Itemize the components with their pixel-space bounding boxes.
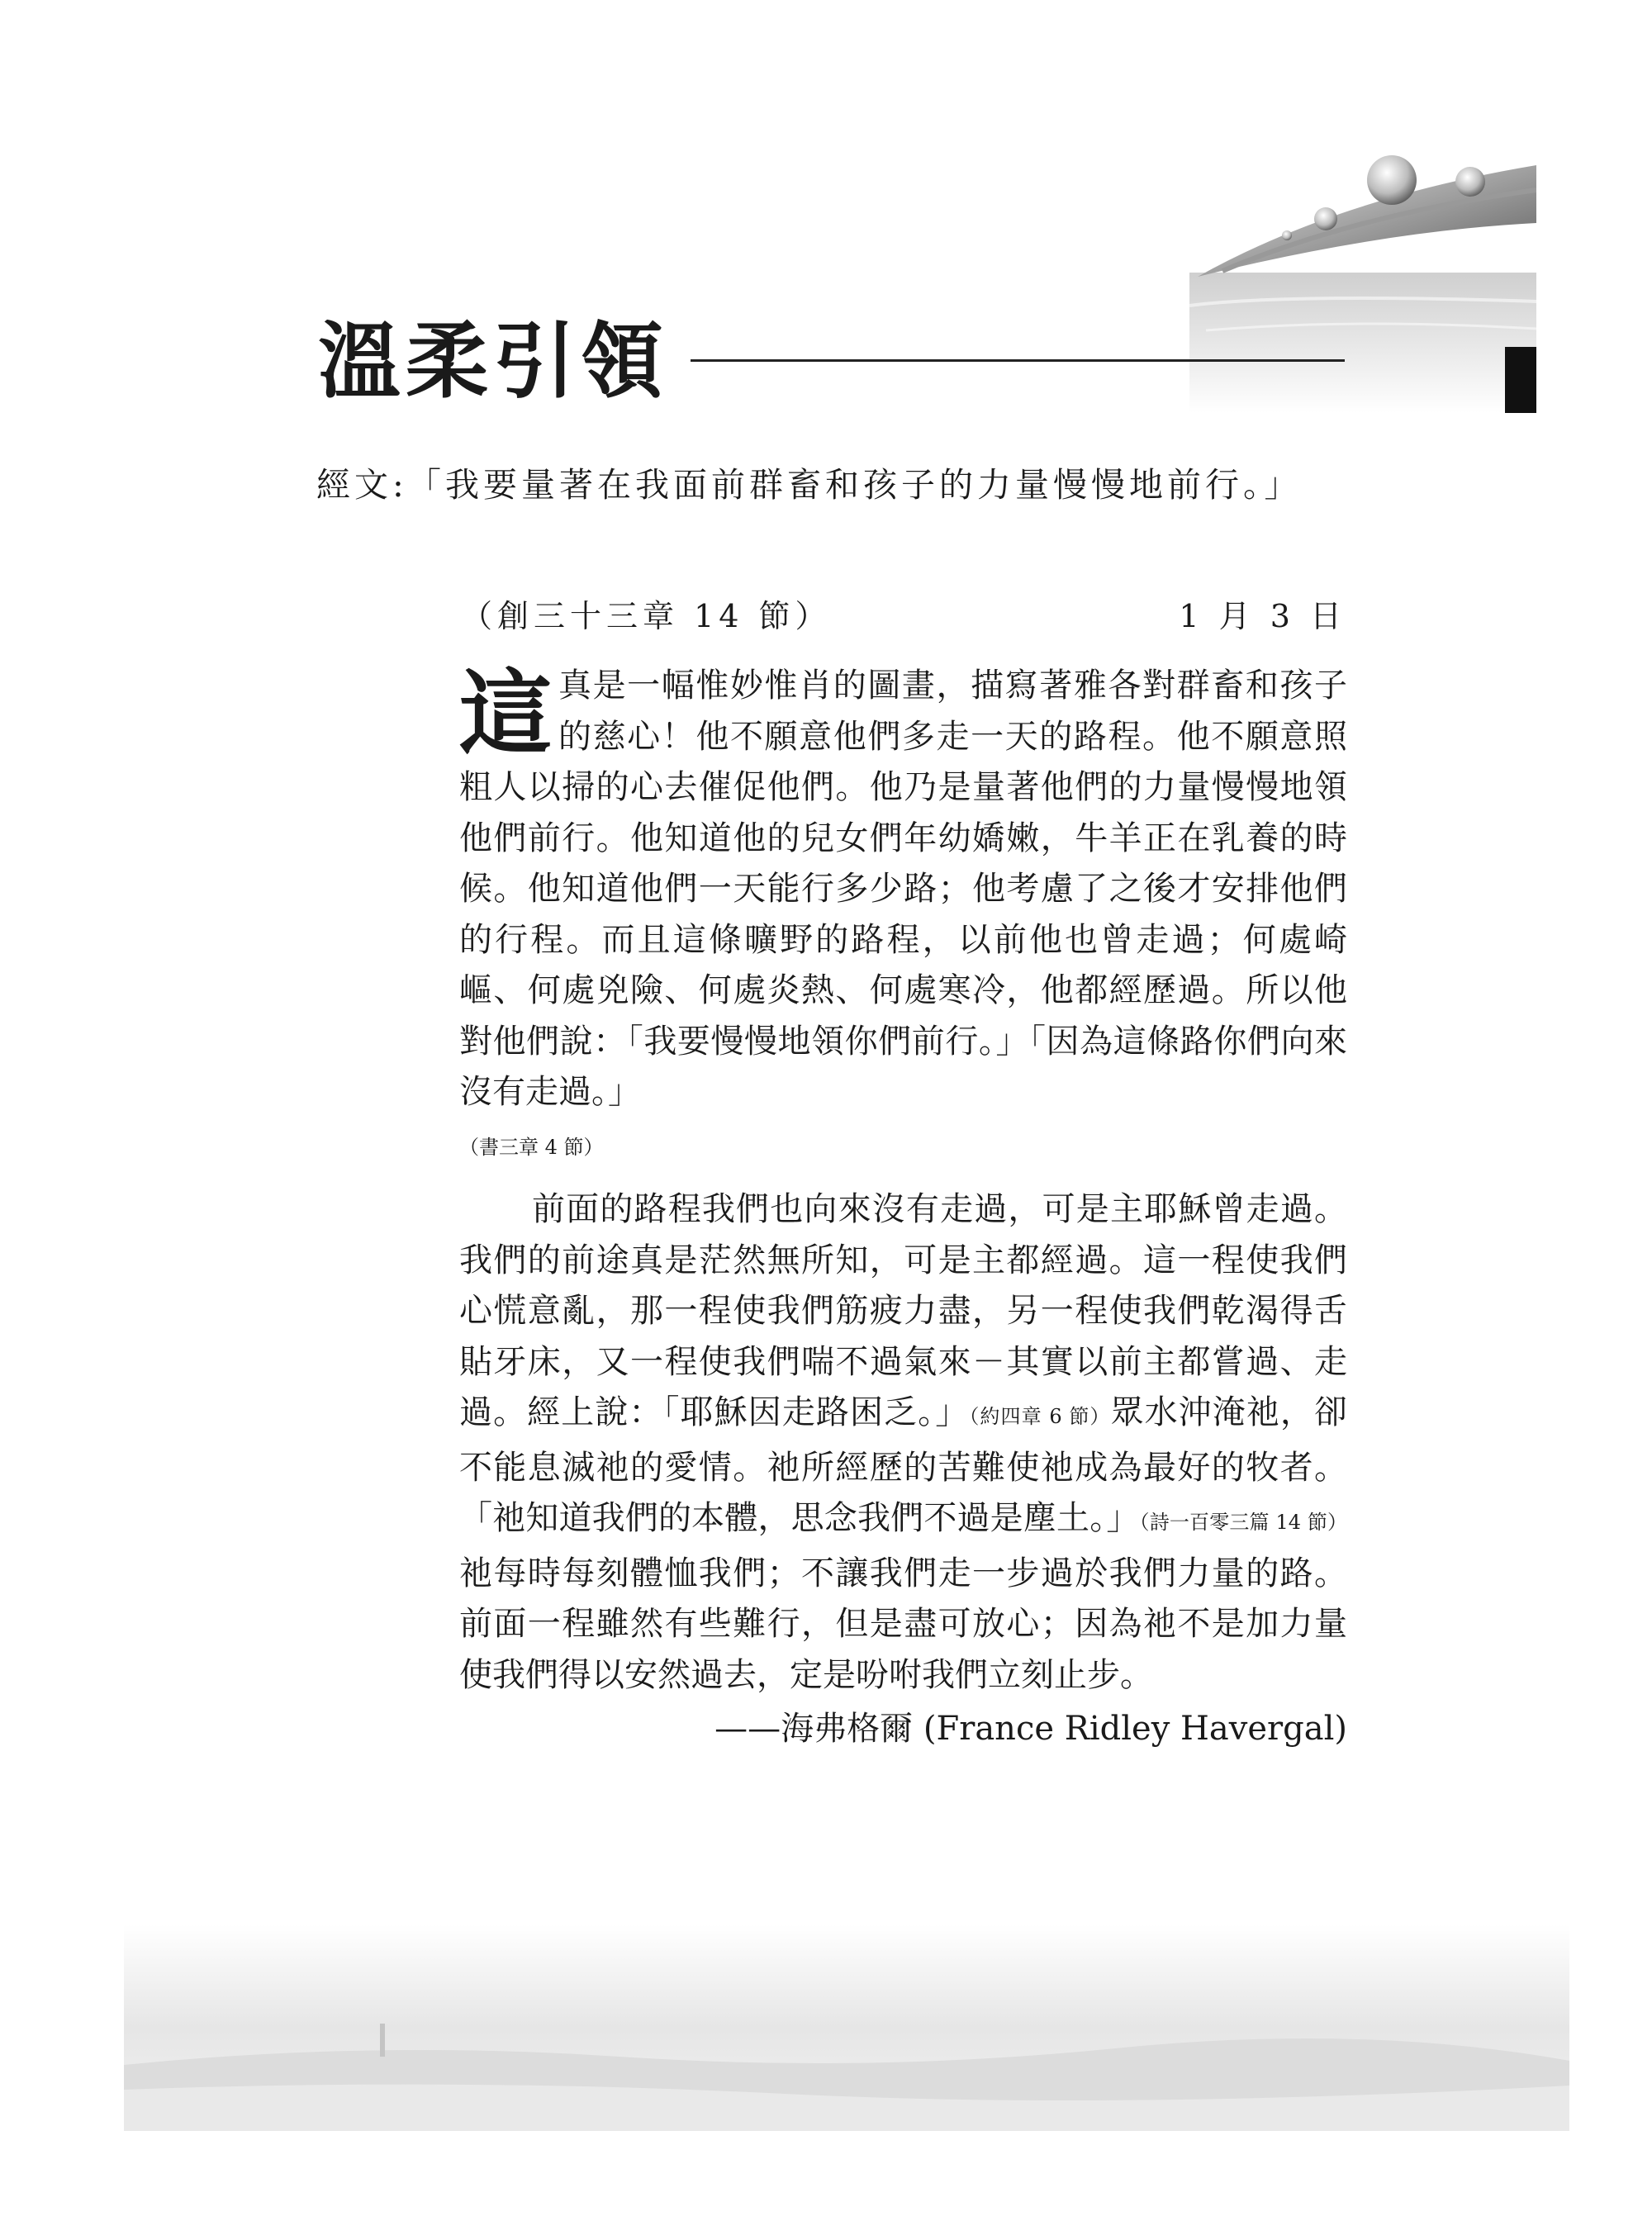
devotional-body: [459, 661, 1347, 1755]
reference-joshua: （書三章 4 節）: [459, 1135, 604, 1159]
page-title: 溫柔引領: [318, 312, 668, 410]
scripture-verse: [316, 458, 1349, 512]
scripture-label: 經文:: [316, 465, 408, 505]
water-drops-decoration: [1189, 132, 1536, 413]
scripture-text: 「我要量著在我面前群畜和孩子的力量慢慢地前行。」: [407, 465, 1303, 505]
reference-psalm: （詩一百零三篇 14 節）: [1139, 1511, 1348, 1534]
reference-line: [461, 591, 1346, 637]
paragraph-2-text-c: 祂每時每刻體恤我們；不讓我們走一步過於我們力量的路。前面一程雖然有些難行，但是盡可放心；因為祂不是加力量使我們得以安然過去，定是吩咐我們立刻止步。: [459, 1554, 1347, 1694]
paragraph-2-text-a: 前面的路程我們也向來沒有走過，可是主耶穌曾走過。我們的前途真是茫然無所知，可是主都經過。這一程使我們心慌意亂，那一程使我們筋疲力盡，另一程使我們乾渴得舌貼牙床，又一程使我們喘不過氣來－其實以前主都嘗過、走過。經上說：「耶穌因走路困乏。」: [459, 1190, 1347, 1431]
reference-john: （約四章 6 節）: [969, 1405, 1111, 1428]
title-rule: [691, 359, 1345, 362]
entry-date: 1 月 3 日: [1179, 598, 1346, 634]
drop-cap: 這: [459, 660, 552, 768]
landscape-decoration: [124, 1924, 1569, 2131]
author-signature: ——海弗格爾 (France Ridley Havergal): [714, 1710, 1347, 1748]
paragraph-1-text: 真是一幅惟妙惟肖的圖畫，描寫著雅各對群畜和孩子的慈心！他不願意他們多走一天的路程。他不願意照粗人以掃的心去催促他們。他乃是量著他們的力量慢慢地領他們前行。他知道他的兒女們年幼嬌嫩，牛羊正在乳養的時候。他知道他們一天能行多少路；他考慮了之後才安排他們的行程。而且這條曠野的路程，以前他也曾走過；何處崎嶇、何處兇險、何處炎熱、何處寒冷，他都經歷過。所以他對他們說：「我要慢慢地領你們前行。」「因為這條路你們向來沒有走過。」: [459, 667, 1347, 1111]
chapter-tab-marker: [1505, 347, 1536, 413]
paragraph-1: [459, 661, 1347, 1173]
paragraph-2-text-b: 眾水沖淹祂，卻不能息滅祂的愛情。祂所經歷的苦難使祂成為最好的牧者。「祂知道我們的本體，思念我們不過是塵土。」: [459, 1393, 1348, 1537]
scripture-reference: （創三十三章 14 節）: [461, 598, 832, 634]
paragraph-2: [459, 1184, 1347, 1701]
